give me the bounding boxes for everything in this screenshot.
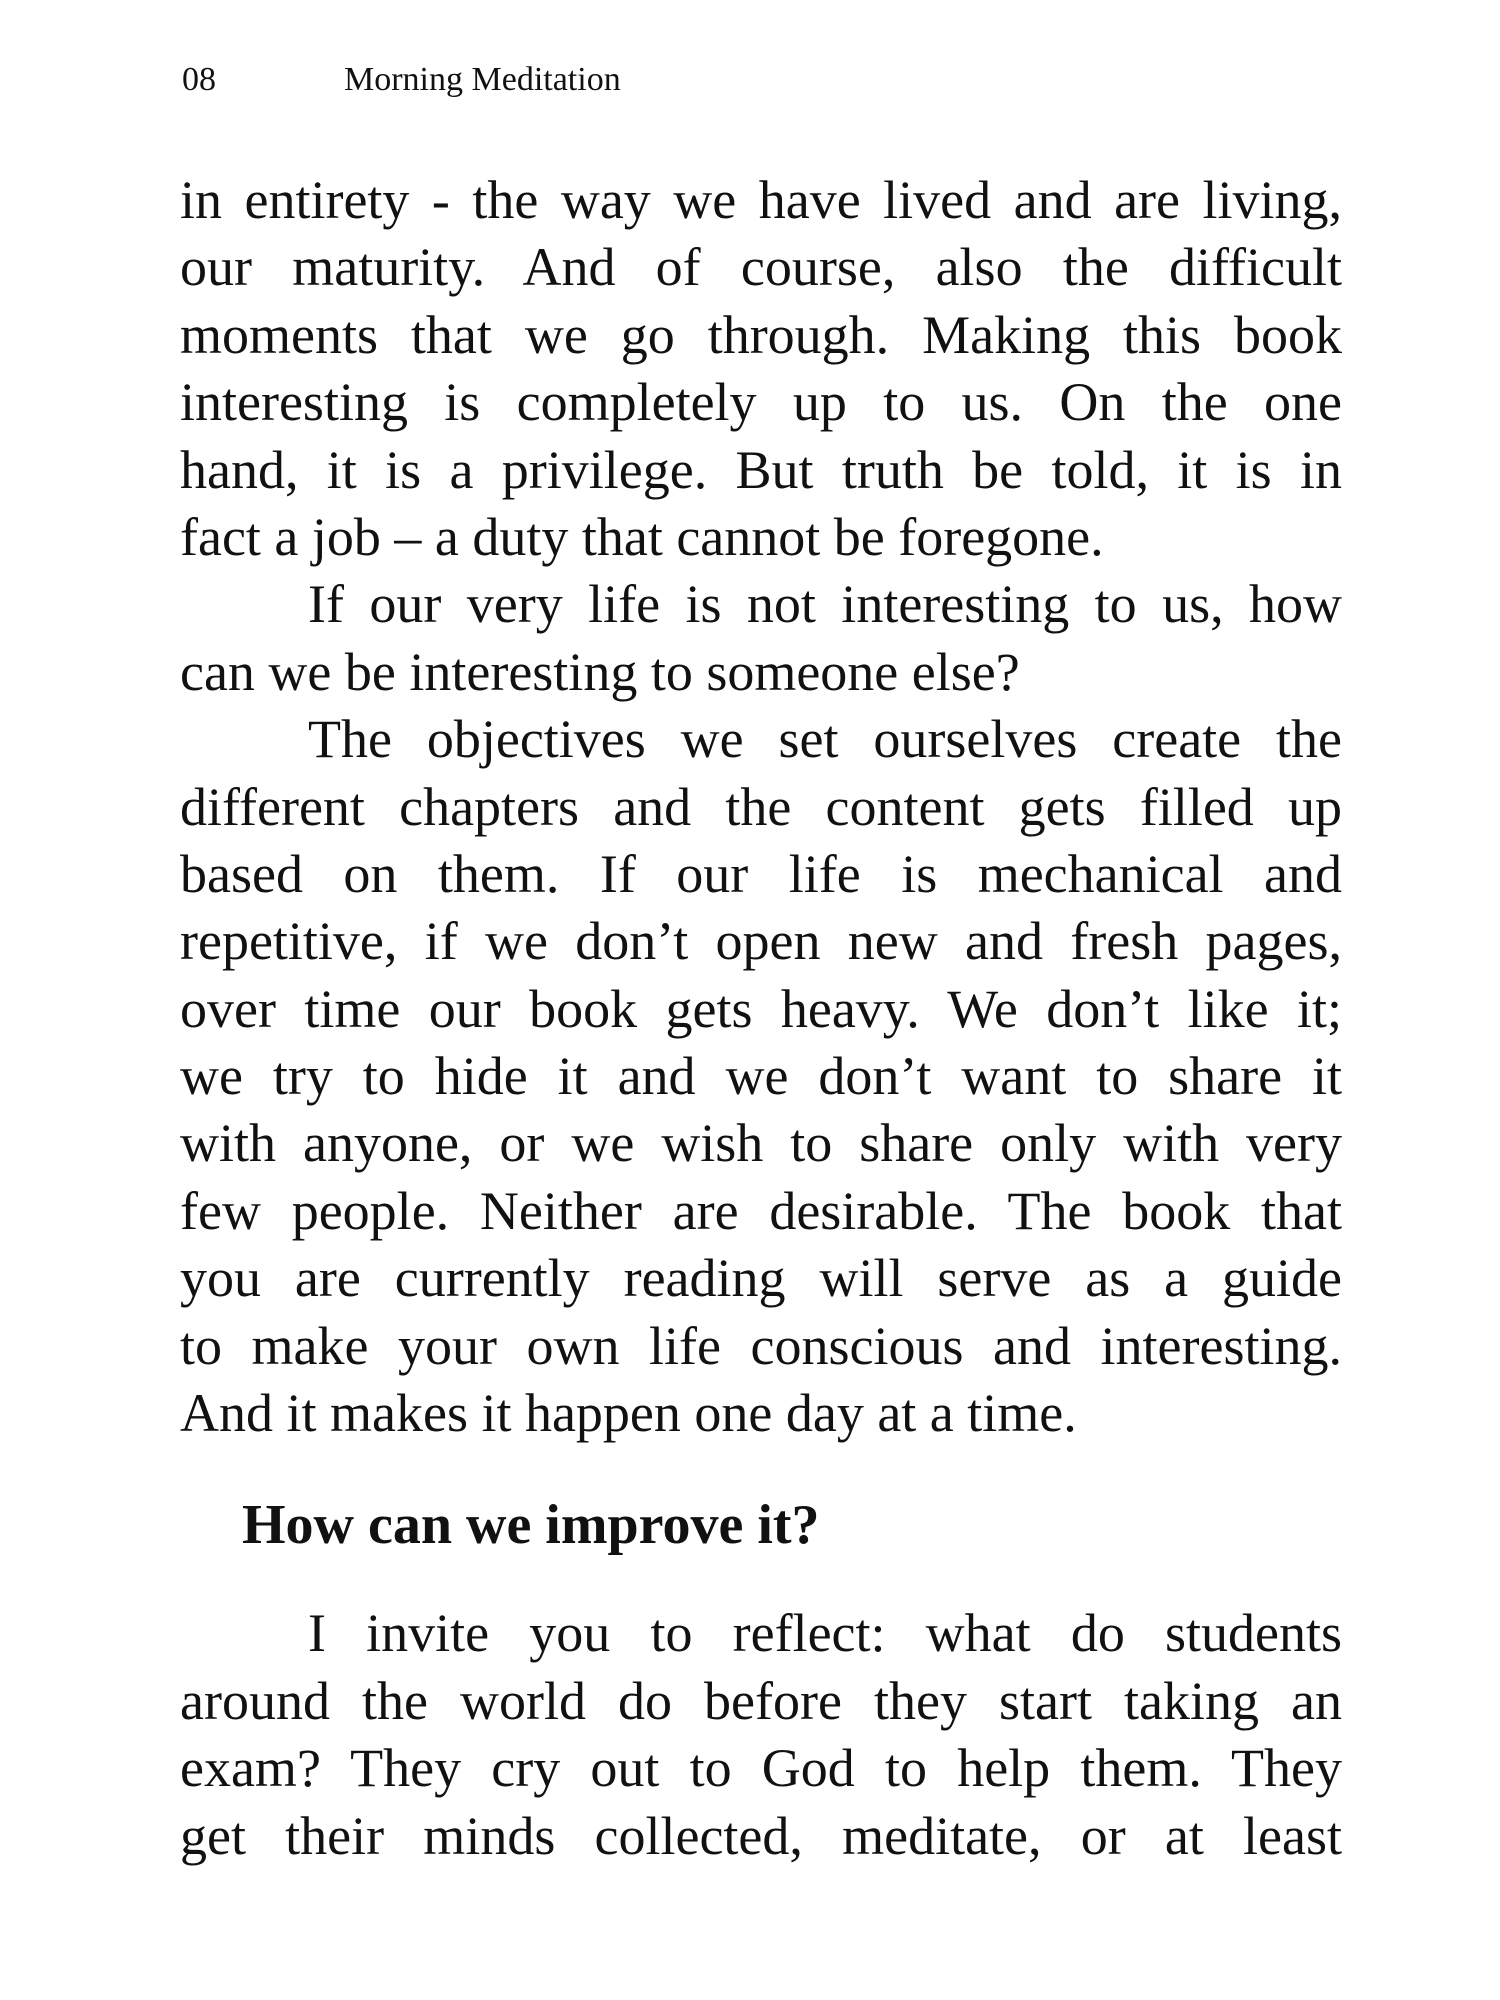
text-line: to make your own life conscious and interesting. xyxy=(180,1315,1342,1376)
running-title: Morning Meditation xyxy=(344,61,621,98)
text-line: exam? They cry out to God to help them. They xyxy=(180,1738,1342,1799)
text-line: in entirety - the way we have lived and are living, xyxy=(180,170,1342,230)
text-line: interesting is completely up to us. On the one xyxy=(180,372,1342,433)
text-line: I invite you to reflect: what do students xyxy=(308,1603,1342,1664)
text-line: you are currently reading will serve as a guide xyxy=(180,1248,1342,1309)
paragraph-2 xyxy=(180,571,1342,706)
text-line: around the world do before they start taking an xyxy=(180,1670,1342,1731)
running-head xyxy=(182,60,621,100)
paragraph-3 xyxy=(180,706,1342,1447)
paragraph-1 xyxy=(180,167,1342,571)
text-line: with anyone, or we wish to share only with very xyxy=(180,1113,1342,1174)
text-line: we try to hide it and we don’t want to share it xyxy=(180,1046,1342,1107)
page-number: 08 xyxy=(182,61,216,98)
text-line: different chapters and the content gets filled up xyxy=(180,776,1342,837)
text-line: get their minds collected, meditate, or at least xyxy=(180,1805,1342,1866)
text-line: repetitive, if we don’t open new and fresh pages, xyxy=(180,911,1342,972)
text-line: And it makes it happen one day at a time. xyxy=(180,1383,1077,1444)
text-line: our maturity. And of course, also the difficult xyxy=(180,237,1342,298)
text-line: can we be interesting to someone else? xyxy=(180,641,1020,702)
text-line: few people. Neither are desirable. The book that xyxy=(180,1180,1342,1241)
text-line: hand, it is a privilege. But truth be told, it is in xyxy=(180,439,1342,500)
section-heading: How can we improve it? xyxy=(242,1494,820,1557)
text-line: moments that we go through. Making this book xyxy=(180,304,1342,365)
body-text xyxy=(180,167,1342,1870)
paragraph-4 xyxy=(180,1600,1342,1870)
text-line: based on them. If our life is mechanical and xyxy=(180,843,1342,904)
text-line: If our very life is not interesting to us, how xyxy=(308,574,1342,635)
text-line: fact a job – a duty that cannot be foregone. xyxy=(180,506,1104,567)
text-line: over time our book gets heavy. We don’t like it; xyxy=(180,978,1342,1039)
text-line: The objectives we set ourselves create the xyxy=(308,709,1342,770)
